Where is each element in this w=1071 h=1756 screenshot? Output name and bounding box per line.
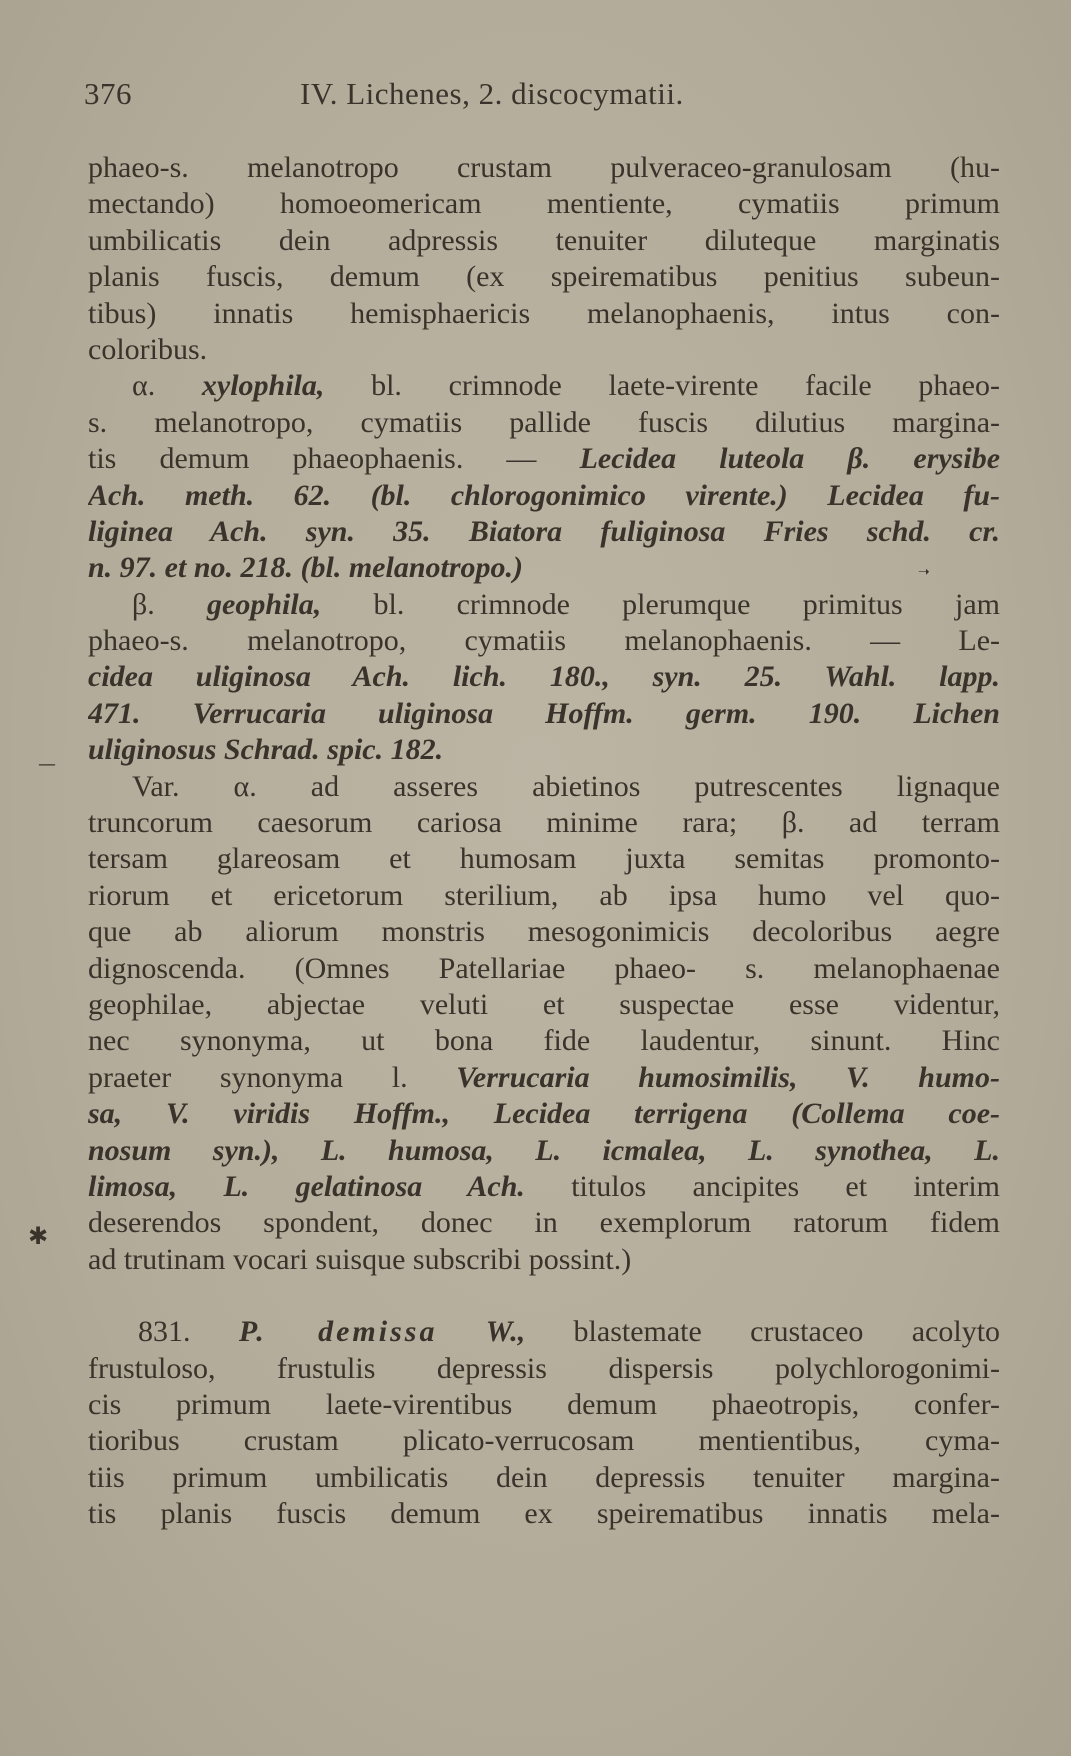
text-line: deserendos spondent, donec in exemplorum ratorum fidem — [88, 1206, 1000, 1240]
page-number: 376 — [84, 76, 132, 111]
text-line: riorum et ericetorum sterilium, ab ipsa humo vel quo- — [88, 878, 1000, 912]
text-line — [88, 805, 1000, 841]
running-header — [84, 76, 1004, 116]
citation-line: n. 97. et no. 218. (bl. melanotropo.) — [88, 551, 524, 585]
text-line: dignoscenda. (Omnes Patellariae phaeo- s. melanophaenae — [88, 951, 1000, 985]
citation: limosa, L. gelatinosa Ach. — [88, 1169, 525, 1203]
citation-line: Ach. meth. 62. (bl. chlorogonimico virente.) Lecidea fu- — [88, 478, 1000, 512]
species-name: P. demissa — [238, 1315, 438, 1349]
text-line: phaeo-s. melanotropo crustam pulveraceo-granulosam (hu- — [88, 151, 1000, 184]
text-line — [88, 1169, 1000, 1205]
text-line: tioribus crustam plicato-verrucosam mentientibus, cyma- — [88, 1424, 1000, 1458]
variety-letter: β. — [132, 587, 208, 621]
citation-line: nosum syn.), L. humosa, L. icmalea, L. synothea, L. — [88, 1133, 1000, 1167]
text-span: truncorum caesorum cariosa minime rara; — [88, 806, 782, 840]
variety-name: geophila, — [207, 587, 322, 621]
text-line: umbilicatis dein adpressis tenuiter diluteque marginatis — [88, 223, 1000, 257]
text-span: praeter synonyma l. — [88, 1060, 457, 1094]
text-line — [88, 441, 1000, 477]
citation-line: liginea Ach. syn. 35. Biatora fuliginosa Fries schd. cr. — [88, 514, 1000, 548]
citation-line: 471. Verrucaria uliginosa Hoffm. germ. 190. Lichen — [88, 696, 1000, 730]
text-line: tiis primum umbilicatis dein depressis tenuiter margina- — [88, 1460, 1000, 1494]
margin-arrow-mark: ➝ — [918, 564, 930, 580]
variety-letter: α. — [132, 369, 202, 403]
text-line: tis planis fuscis demum ex speirematibus innatis mela- — [88, 1497, 1000, 1531]
text-span: titulos ancipites et interim — [524, 1169, 1000, 1203]
citation-line: sa, V. viridis Hoffm., Lecidea terrigena (Collema coe- — [88, 1097, 1000, 1131]
text-line: geophilae, abjectae veluti et suspectae esse videntur, — [88, 987, 1000, 1021]
text-line: cis primum laete-virentibus demum phaeotropis, confer- — [88, 1387, 1000, 1421]
entry-heading-line — [88, 1314, 1000, 1350]
text-line: coloribus. — [88, 332, 208, 366]
text-span: bl. crimnode plerumque primitus jam — [321, 587, 1000, 621]
text-line: mectando) homoeomericam mentiente, cymatiis primum — [88, 187, 1000, 221]
text-line: planis fuscis, demum (ex speirematibus penitius subeun- — [88, 260, 1000, 294]
text-span: blastemate crustaceo acolyto — [525, 1315, 1000, 1349]
text-line: tibus) innatis hemisphaericis melanophaenis, intus con- — [88, 296, 1000, 330]
body-text — [88, 150, 1000, 1532]
text-span: tis demum phaeophaenis. — — [88, 442, 580, 476]
paragraph-gap — [88, 1278, 1000, 1314]
text-line: que ab aliorum monstris mesogonimicis decoloribus aegre — [88, 915, 1000, 949]
variety-name: xylophila, — [201, 369, 325, 403]
species-author: W., — [485, 1315, 526, 1349]
text-line: Var. α. ad asseres abietinos putrescentes lignaque — [132, 769, 1000, 803]
citation: Verrucaria humosimilis, V. humo- — [456, 1060, 1000, 1094]
text-line-alpha — [88, 368, 1000, 404]
margin-pencil-mark: — — [38, 754, 56, 775]
running-title: IV. Lichenes, 2. discocymatii. — [300, 76, 684, 111]
text-line: tersam glareosam et humosam juxta semitas promonto- — [88, 842, 1000, 876]
text-line-beta — [88, 587, 1000, 623]
text-span: bl. crimnode laete-virente facile phaeo- — [324, 369, 1000, 403]
text-line — [88, 1060, 1000, 1096]
text-line: nec synonyma, ut bona fide laudentur, sinunt. Hinc — [88, 1024, 1000, 1058]
text-line: phaeo-s. melanotropo, cymatiis melanophaenis. — Le- — [88, 624, 1000, 658]
margin-star-mark: ✱ — [28, 1222, 49, 1250]
citation-line: uliginosus Schrad. spic. 182. — [88, 733, 444, 767]
citation: Lecidea luteola β. erysibe — [579, 442, 1000, 476]
text-line: s. melanotropo, cymatiis pallide fuscis dilutius margina- — [88, 405, 1000, 439]
entry-number: 831. — [138, 1315, 191, 1349]
text-line: ad trutinam vocari suisque subscribi possint.) — [88, 1242, 632, 1276]
citation-line: cidea uliginosa Ach. lich. 180., syn. 25. Wahl. lapp. — [88, 660, 1000, 694]
text-span: β. ad terram — [781, 806, 1000, 840]
text-line: frustuloso, frustulis depressis dispersis polychlorogonimi- — [88, 1351, 1000, 1385]
